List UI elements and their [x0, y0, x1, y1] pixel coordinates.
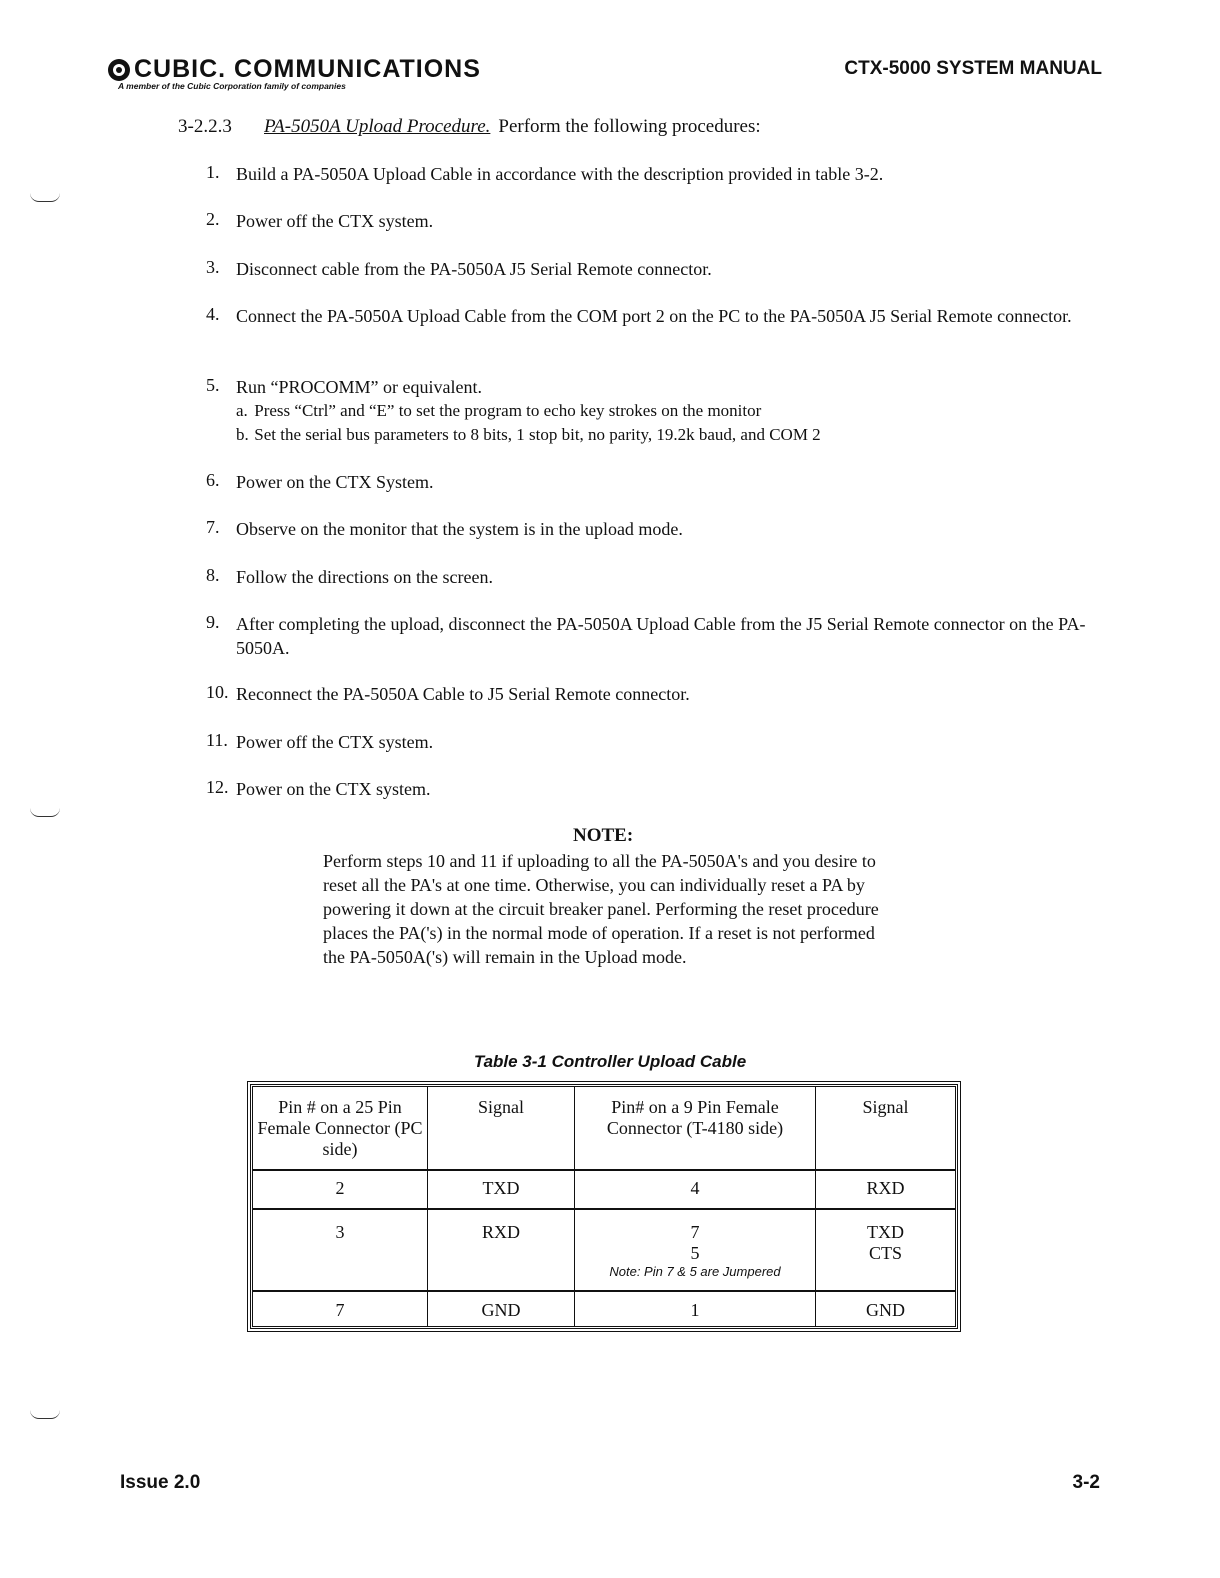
signal-value: TXD	[867, 1222, 904, 1242]
substep-text: Press “Ctrl” and “E” to set the program to echo key strokes on the monitor	[254, 401, 762, 420]
step-text: Power off the CTX system.	[236, 211, 434, 231]
company-name: CUBIC. COMMUNICATIONS	[134, 55, 481, 83]
note-heading: NOTE:	[573, 825, 634, 846]
step-number: 10.	[206, 682, 229, 702]
company-tagline: A member of the Cubic Corporation family of companies	[118, 81, 346, 91]
table-caption: Table 3-1 Controller Upload Cable	[473, 1052, 747, 1071]
step-number: 2.	[206, 209, 220, 229]
pin-value: 7	[690, 1222, 700, 1242]
scan-mark	[30, 193, 60, 202]
substep-item	[236, 399, 1106, 423]
table-cell: 3	[253, 1209, 428, 1291]
table-cell: 7	[253, 1291, 428, 1327]
note-text: Perform steps 10 and 11 if uploading to all the PA-5050A's and you desire to reset all the PA's at one time. Otherwise, you can individually reset a PA by powering it down at the circuit breaker panel. Performing the reset procedure places the PA('s) in the normal mode of operation. If a reset is not performed the PA-5050A('s) will remain in the Upload mode.	[323, 851, 879, 967]
step-number: 7.	[206, 517, 220, 537]
step-number: 9.	[206, 612, 220, 632]
table-header-cell: Signal	[816, 1087, 956, 1171]
table-row	[253, 1209, 956, 1291]
step-text: Build a PA-5050A Upload Cable in accordance with the description provided in table 3-2.	[236, 164, 884, 184]
cubic-logo-icon	[108, 59, 130, 81]
table-header-cell: Signal	[428, 1087, 575, 1171]
table-cell: RXD	[816, 1170, 956, 1209]
company-logo	[108, 57, 481, 82]
step-number: 8.	[206, 565, 220, 585]
jumper-note: Note: Pin 7 & 5 are Jumpered	[609, 1264, 781, 1279]
table-header-row	[253, 1087, 956, 1171]
table-cell: GND	[428, 1291, 575, 1327]
step-number: 12.	[206, 777, 229, 797]
step-number: 5.	[206, 375, 220, 395]
section-title: PA-5050A Upload Procedure.	[264, 116, 491, 137]
substep-text: Set the serial bus parameters to 8 bits, 1 stop bit, no parity, 19.2k baud, and COM 2	[254, 425, 821, 444]
issue-label: Issue 2.0	[120, 1472, 201, 1493]
scan-mark	[30, 1410, 60, 1419]
scan-mark	[30, 808, 60, 817]
step-text: Observe on the monitor that the system is in the upload mode.	[236, 519, 683, 539]
step-number: 3.	[206, 257, 220, 277]
cable-table	[247, 1081, 961, 1332]
step-text: Disconnect cable from the PA-5050A J5 Serial Remote connector.	[236, 259, 712, 279]
table-cell: GND	[816, 1291, 956, 1327]
step-text: Follow the directions on the screen.	[236, 567, 493, 587]
manual-title: CTX-5000 SYSTEM MANUAL	[844, 58, 1102, 79]
step-text: Reconnect the PA-5050A Cable to J5 Serial Remote connector.	[236, 684, 690, 704]
substep-letter: a.	[236, 401, 248, 420]
step-number: 1.	[206, 162, 220, 182]
table-header-cell: Pin # on a 25 Pin Female Connector (PC side)	[253, 1087, 428, 1171]
step-text: After completing the upload, disconnect the PA-5050A Upload Cable from the J5 Serial Remote connector on the PA-5050A.	[236, 614, 1086, 658]
substep-letter: b.	[236, 425, 249, 444]
table-cell: 1	[575, 1291, 816, 1327]
step-text: Power off the CTX system.	[236, 732, 434, 752]
page-number: 3-2	[1072, 1472, 1100, 1493]
step-number: 4.	[206, 304, 220, 324]
section-heading	[178, 116, 761, 138]
table-cell: RXD	[428, 1209, 575, 1291]
table-header-cell: Pin# on a 9 Pin Female Connector (T-4180 side)	[575, 1087, 816, 1171]
substep-item	[236, 423, 1106, 447]
pin-value: 5	[690, 1243, 700, 1263]
section-number: 3-2.2.3	[178, 116, 232, 137]
step-text: Power on the CTX System.	[236, 472, 434, 492]
step-text: Connect the PA-5050A Upload Cable from the COM port 2 on the PC to the PA-5050A J5 Serial Remote connector.	[236, 306, 1072, 326]
step-number: 11.	[206, 730, 228, 750]
table-cell: TXD	[428, 1170, 575, 1209]
section-intro: Perform the following procedures:	[498, 116, 761, 137]
table-row	[253, 1170, 956, 1209]
table-row	[253, 1291, 956, 1327]
table-cell	[816, 1209, 956, 1291]
table-cell: 2	[253, 1170, 428, 1209]
table-cell: 4	[575, 1170, 816, 1209]
step-text: Power on the CTX system.	[236, 779, 431, 799]
step-number: 6.	[206, 470, 220, 490]
table-cell	[575, 1209, 816, 1291]
step-text: Run “PROCOMM” or equivalent.	[236, 377, 482, 397]
signal-value: CTS	[868, 1243, 902, 1263]
substep-list	[236, 399, 1106, 447]
